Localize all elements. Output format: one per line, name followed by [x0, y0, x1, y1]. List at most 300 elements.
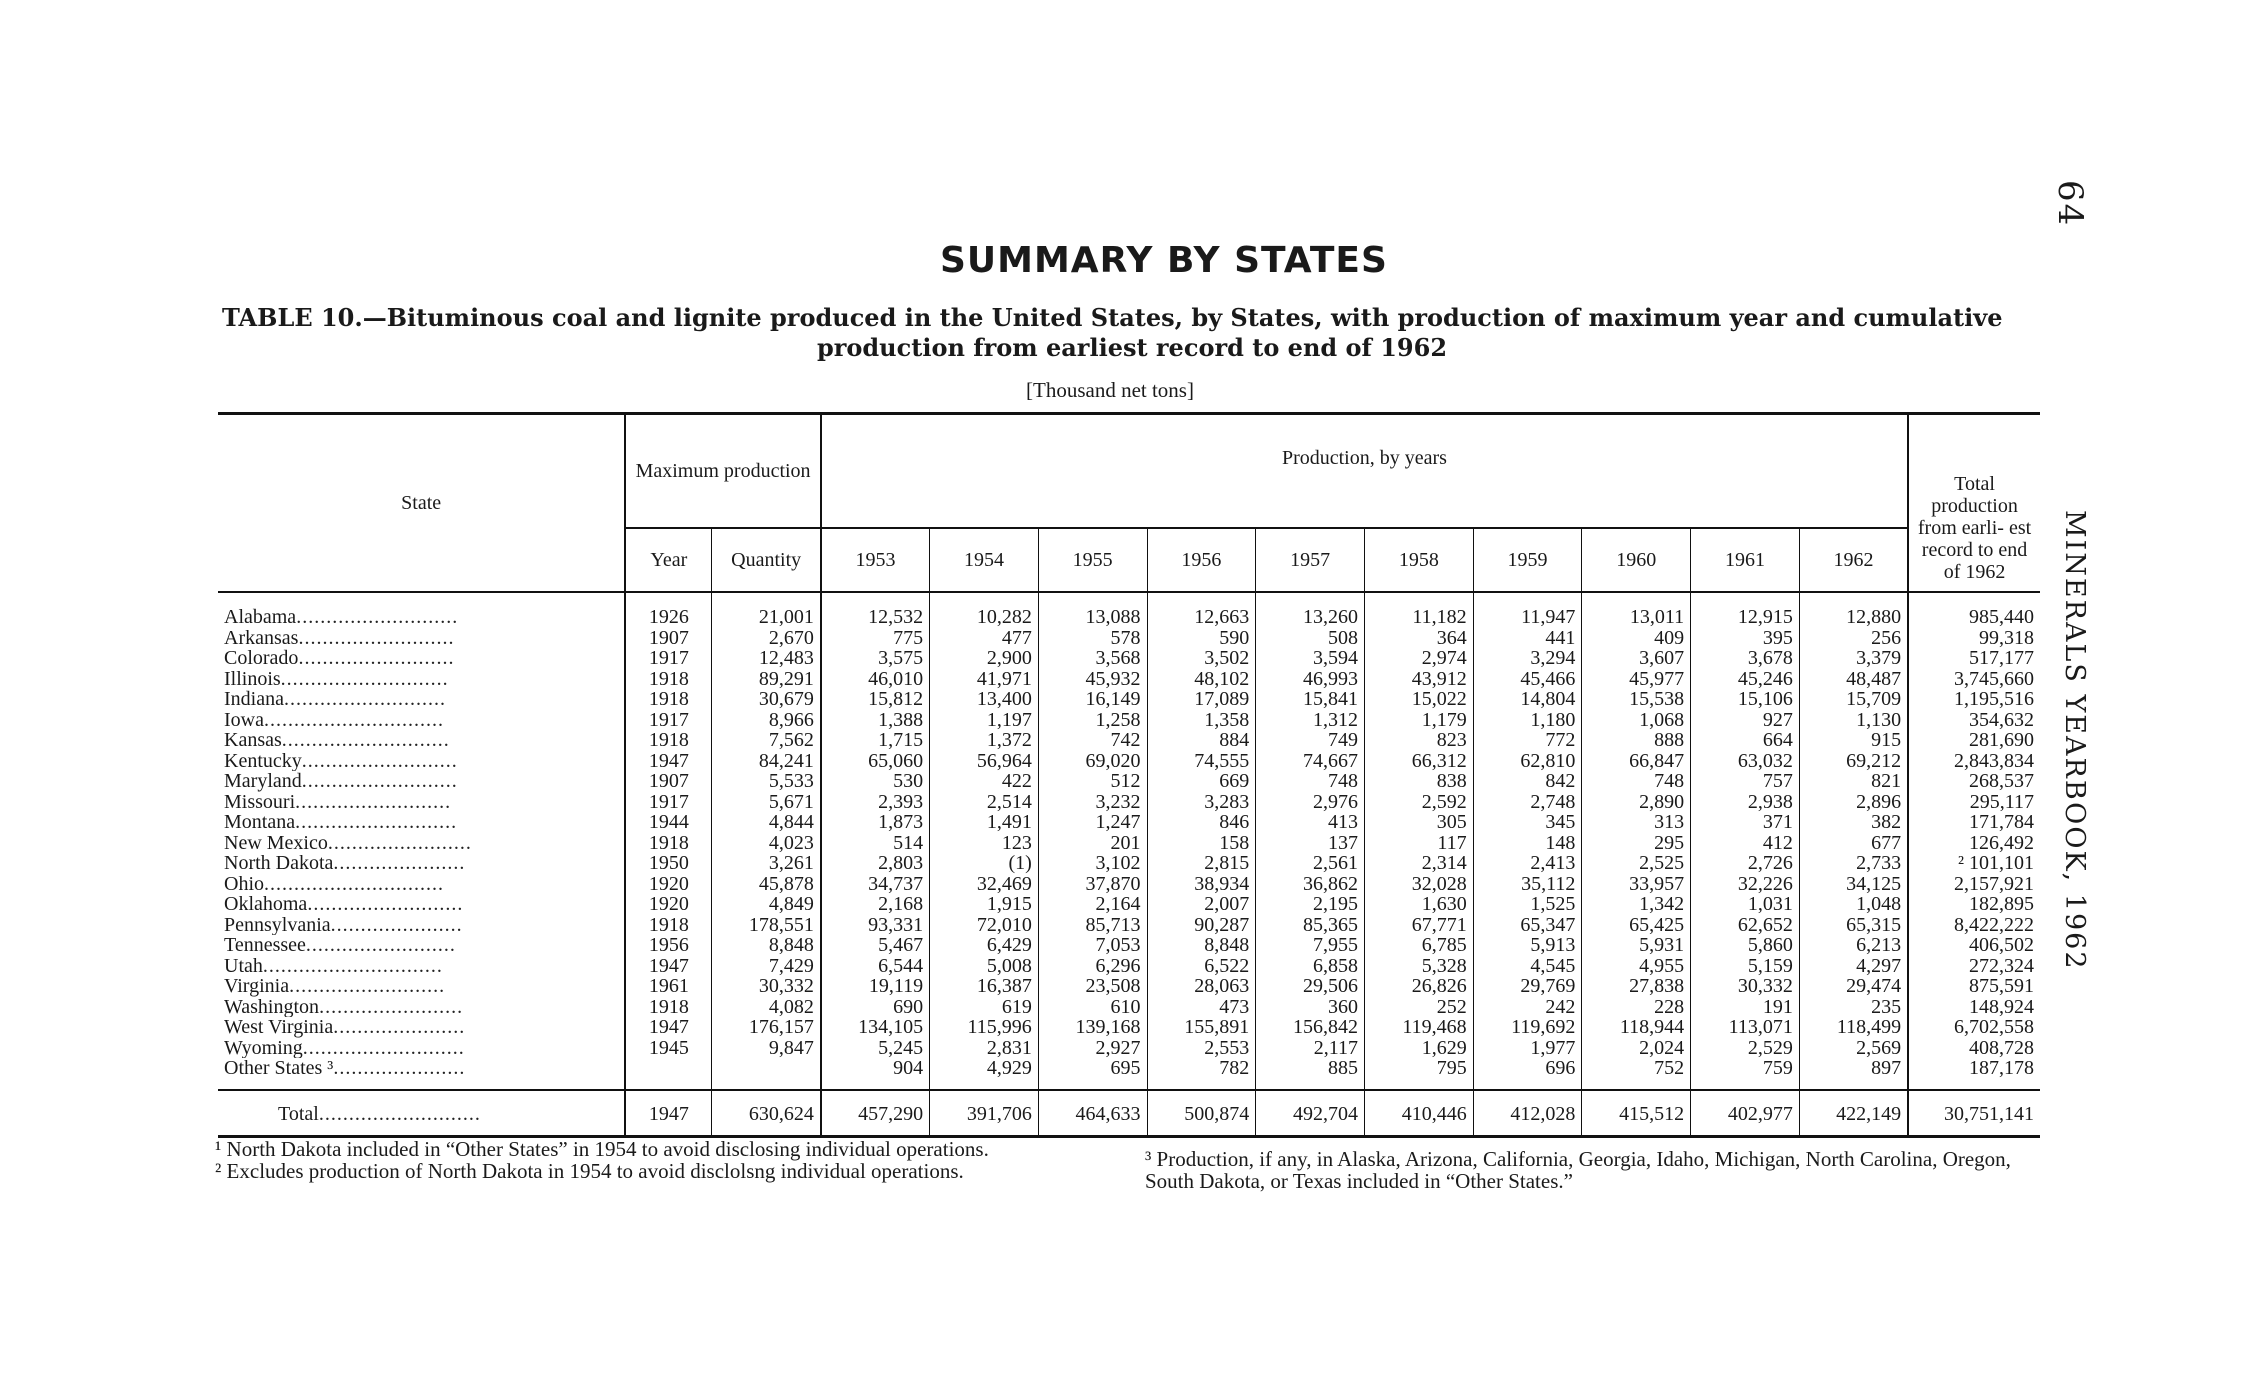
max-quantity-cell: 8,848 [712, 935, 821, 956]
state-cell [218, 792, 625, 813]
dot-leader: ........................ [327, 832, 472, 853]
production-1953-cell: 15,812 [821, 689, 930, 710]
production-1957-cell: 2,117 [1256, 1038, 1365, 1059]
header-quantity: Quantity [712, 528, 821, 592]
production-1962-cell: 4,297 [1799, 956, 1908, 977]
production-1955-cell: 3,102 [1038, 853, 1147, 874]
production-1953-cell: 2,393 [821, 792, 930, 813]
production-1962-cell: 256 [1799, 628, 1908, 649]
production-1962-cell: 915 [1799, 730, 1908, 751]
footnotes-right [1145, 1148, 2045, 1192]
production-1962-cell: 12,880 [1799, 592, 1908, 628]
production-1958-cell: 11,182 [1364, 592, 1473, 628]
max-year-cell: 1918 [625, 730, 712, 751]
state-name: Montana [224, 812, 296, 833]
production-1959-cell: 842 [1473, 771, 1582, 792]
max-quantity-cell: 21,001 [712, 592, 821, 628]
dot-leader: ...................... [333, 1017, 466, 1038]
production-1959-cell: 65,347 [1473, 915, 1582, 936]
production-1959-cell: 3,294 [1473, 648, 1582, 669]
production-1956-cell: 2,815 [1147, 853, 1256, 874]
production-1956-cell: 155,891 [1147, 1017, 1256, 1038]
production-1960-cell: 888 [1582, 730, 1691, 751]
production-1956-cell: 158 [1147, 833, 1256, 854]
production-1956-cell: 28,063 [1147, 976, 1256, 997]
production-1954-cell: 1,915 [930, 894, 1039, 915]
dot-leader: ...................... [333, 1058, 466, 1079]
state-name: Maryland [224, 771, 302, 792]
production-1955-cell: 139,168 [1038, 1017, 1147, 1038]
production-1962-cell: 677 [1799, 833, 1908, 854]
dot-leader: .............................. [263, 709, 444, 730]
max-year-cell: 1944 [625, 812, 712, 833]
production-1957-cell: 7,955 [1256, 935, 1365, 956]
production-1956-cell: 8,848 [1147, 935, 1256, 956]
header-year-1960: 1960 [1582, 528, 1691, 592]
production-1956-cell: 48,102 [1147, 669, 1256, 690]
table-row [218, 1058, 2040, 1090]
dot-leader: .......................... [295, 791, 452, 812]
production-1962-cell: 15,709 [1799, 689, 1908, 710]
production-1962-cell: 3,379 [1799, 648, 1908, 669]
total-production-cell: ² 101,101 [1958, 852, 2034, 874]
table-units: [Thousand net tons] [1026, 378, 1194, 402]
dot-leader: ......................... [305, 935, 456, 956]
production-1955-cell: 85,713 [1038, 915, 1147, 936]
state-name: Virginia [224, 976, 290, 997]
max-quantity-cell: 5,533 [712, 771, 821, 792]
production-1953-cell: 6,544 [821, 956, 930, 977]
table-row [218, 935, 2040, 956]
table-row [218, 976, 2040, 997]
max-year-cell: 1945 [625, 1038, 712, 1059]
production-1954-cell: 41,971 [930, 669, 1039, 690]
production-1958-cell: 2,314 [1364, 853, 1473, 874]
table-caption-line2: production from earliest record to end of 1962 [816, 333, 1448, 362]
production-1958-cell: 1,179 [1364, 710, 1473, 731]
production-1957-cell: 885 [1256, 1058, 1365, 1090]
state-name: Iowa [224, 709, 264, 730]
production-1956-cell: 3,502 [1147, 648, 1256, 669]
production-1960-cell: 2,525 [1582, 853, 1691, 874]
total-production-cell: 187,178 [1969, 1057, 2034, 1079]
production-1954-cell: 72,010 [930, 915, 1039, 936]
production-1956-cell: 669 [1147, 771, 1256, 792]
max-quantity-cell: 2,670 [712, 628, 821, 649]
state-name: Indiana [224, 689, 284, 710]
table-row [218, 915, 2040, 936]
section-title: SUMMARY BY STATES [940, 240, 1388, 281]
production-1962-cell: 382 [1799, 812, 1908, 833]
production-1955-cell: 2,164 [1038, 894, 1147, 915]
production-1953-cell: 1,388 [821, 710, 930, 731]
production-1955-cell: 742 [1038, 730, 1147, 751]
production-1955-cell: 1,258 [1038, 710, 1147, 731]
production-1955-cell: 1,247 [1038, 812, 1147, 833]
production-1954-cell: 32,469 [930, 874, 1039, 895]
production-1962-cell: 897 [1799, 1058, 1908, 1090]
max-quantity-cell: 30,679 [712, 689, 821, 710]
production-1958-cell: 119,468 [1364, 1017, 1473, 1038]
table-row [218, 1017, 2040, 1038]
production-1956-cell: 38,934 [1147, 874, 1256, 895]
production-1953-cell: 3,575 [821, 648, 930, 669]
production-1957-cell: 46,993 [1256, 669, 1365, 690]
total-production-cell: 3,745,660 [1954, 667, 2034, 690]
table-row [218, 894, 2040, 915]
state-cell [218, 1058, 625, 1090]
production-1955-cell: 2,927 [1038, 1038, 1147, 1059]
production-1953-cell: 2,803 [821, 853, 930, 874]
state-name: New Mexico [224, 832, 328, 853]
production-1957-cell: 13,260 [1256, 592, 1365, 628]
table-row [218, 812, 2040, 833]
production-1956-cell: 782 [1147, 1058, 1256, 1090]
production-1953-cell: 2,168 [821, 894, 930, 915]
production-1960-cell: 4,955 [1582, 956, 1691, 977]
production-1961-cell: 3,678 [1691, 648, 1800, 669]
state-name: Colorado [224, 648, 299, 669]
state-name: Oklahoma [224, 894, 308, 915]
running-header-text: MINERALS YEARBOOK, 1962 [2059, 510, 2090, 971]
production-1958-cell: 26,826 [1364, 976, 1473, 997]
max-quantity-cell: 84,241 [712, 751, 821, 772]
max-quantity-cell: 30,332 [712, 976, 821, 997]
production-1960-cell: 409 [1582, 628, 1691, 649]
production-1960-cell: 1,342 [1582, 894, 1691, 915]
max-quantity-cell: 4,849 [712, 894, 821, 915]
production-1954-cell: 115,996 [930, 1017, 1039, 1038]
total-row [218, 1090, 2040, 1137]
table-row [218, 710, 2040, 731]
state-cell [218, 1090, 625, 1137]
production-1961-cell: 927 [1691, 710, 1800, 731]
production-1961-cell: 32,226 [1691, 874, 1800, 895]
header-year-1959: 1959 [1473, 528, 1582, 592]
production-1958-cell: 5,328 [1364, 956, 1473, 977]
state-cell [218, 874, 625, 895]
coal-production-table [218, 412, 2040, 1138]
total-production-cell: 2,157,921 [1954, 872, 2034, 895]
production-1962-cell: 34,125 [1799, 874, 1908, 895]
production-1955-cell: 512 [1038, 771, 1147, 792]
total-production-cell: 99,318 [1979, 626, 2034, 649]
total-production-cell: 406,502 [1969, 934, 2034, 956]
state-name: Total [278, 1103, 319, 1126]
footnotes-left [215, 1138, 1115, 1182]
table-row [218, 956, 2040, 977]
production-1960-cell: 415,512 [1582, 1090, 1691, 1137]
production-1957-cell: 2,561 [1256, 853, 1365, 874]
production-1955-cell: 69,020 [1038, 751, 1147, 772]
production-1954-cell: 477 [930, 628, 1039, 649]
production-1959-cell: 35,112 [1473, 874, 1582, 895]
production-1961-cell: 30,332 [1691, 976, 1800, 997]
dot-leader: ........................ [319, 996, 464, 1017]
production-1953-cell: 65,060 [821, 751, 930, 772]
production-1960-cell: 66,847 [1582, 751, 1691, 772]
state-cell [218, 669, 625, 690]
dot-leader: .......................... [298, 648, 455, 669]
total-production-cell: 517,177 [1969, 647, 2034, 669]
production-1958-cell: 823 [1364, 730, 1473, 751]
state-cell [218, 628, 625, 649]
state-cell [218, 915, 625, 936]
production-1957-cell: 29,506 [1256, 976, 1365, 997]
production-1959-cell: 62,810 [1473, 751, 1582, 772]
table-row [218, 1038, 2040, 1059]
state-cell [218, 771, 625, 792]
production-1953-cell: 690 [821, 997, 930, 1018]
production-1959-cell: 119,692 [1473, 1017, 1582, 1038]
production-1953-cell: 5,467 [821, 935, 930, 956]
production-1958-cell: 1,630 [1364, 894, 1473, 915]
max-quantity-cell [712, 1058, 821, 1090]
production-1957-cell: 508 [1256, 628, 1365, 649]
production-1958-cell: 117 [1364, 833, 1473, 854]
header-year-1957: 1957 [1256, 528, 1365, 592]
state-name: Tennessee [224, 935, 306, 956]
production-1960-cell: 228 [1582, 997, 1691, 1018]
state-cell [218, 648, 625, 669]
production-1961-cell: 412 [1691, 833, 1800, 854]
production-1960-cell: 15,538 [1582, 689, 1691, 710]
production-1960-cell: 45,977 [1582, 669, 1691, 690]
state-cell [218, 1038, 625, 1059]
header-maximum-production: Maximum production [625, 414, 821, 529]
production-1959-cell: 1,977 [1473, 1038, 1582, 1059]
production-1954-cell: 6,429 [930, 935, 1039, 956]
production-1959-cell: 772 [1473, 730, 1582, 751]
header-production-by-years: Production, by years [821, 414, 1908, 529]
production-1958-cell: 305 [1364, 812, 1473, 833]
production-1961-cell: 1,031 [1691, 894, 1800, 915]
max-quantity-cell: 12,483 [712, 648, 821, 669]
production-1955-cell: 7,053 [1038, 935, 1147, 956]
production-1956-cell: 473 [1147, 997, 1256, 1018]
production-1960-cell: 13,011 [1582, 592, 1691, 628]
max-year-cell [625, 1058, 712, 1090]
max-year-cell: 1918 [625, 833, 712, 854]
max-year-cell: 1950 [625, 853, 712, 874]
production-1957-cell: 360 [1256, 997, 1365, 1018]
production-1953-cell: 46,010 [821, 669, 930, 690]
table-row [218, 792, 2040, 813]
production-1956-cell: 884 [1147, 730, 1256, 751]
production-1955-cell: 6,296 [1038, 956, 1147, 977]
production-1957-cell: 2,976 [1256, 792, 1365, 813]
production-1955-cell: 23,508 [1038, 976, 1147, 997]
production-1957-cell: 1,312 [1256, 710, 1365, 731]
header-year-1953: 1953 [821, 528, 930, 592]
production-1962-cell: 65,315 [1799, 915, 1908, 936]
state-cell [218, 894, 625, 915]
production-1960-cell: 1,068 [1582, 710, 1691, 731]
state-name: Wyoming [224, 1037, 303, 1058]
state-name: Missouri [224, 791, 296, 812]
production-1956-cell: 17,089 [1147, 689, 1256, 710]
table-row [218, 771, 2040, 792]
production-1955-cell: 13,088 [1038, 592, 1147, 628]
production-1959-cell: 345 [1473, 812, 1582, 833]
production-1960-cell: 3,607 [1582, 648, 1691, 669]
production-1961-cell: 191 [1691, 997, 1800, 1018]
production-1956-cell: 12,663 [1147, 592, 1256, 628]
production-1959-cell: 696 [1473, 1058, 1582, 1090]
max-year-cell: 1926 [625, 592, 712, 628]
production-1956-cell: 846 [1147, 812, 1256, 833]
production-1953-cell: 514 [821, 833, 930, 854]
state-cell [218, 997, 625, 1018]
total-production-cell: 272,324 [1969, 954, 2034, 977]
production-1955-cell: 464,633 [1038, 1090, 1147, 1137]
production-1960-cell: 27,838 [1582, 976, 1691, 997]
production-1959-cell: 2,748 [1473, 792, 1582, 813]
production-1957-cell: 749 [1256, 730, 1365, 751]
production-1962-cell: 235 [1799, 997, 1908, 1018]
production-1962-cell: 29,474 [1799, 976, 1908, 997]
production-1954-cell: 2,514 [930, 792, 1039, 813]
production-1956-cell: 3,283 [1147, 792, 1256, 813]
production-1961-cell: 2,529 [1691, 1038, 1800, 1059]
dot-leader: ...................... [333, 853, 466, 874]
production-1953-cell: 12,532 [821, 592, 930, 628]
production-1958-cell: 32,028 [1364, 874, 1473, 895]
max-year-cell: 1920 [625, 874, 712, 895]
state-cell [218, 812, 625, 833]
total-production-cell: 268,537 [1969, 770, 2034, 792]
max-year-cell: 1918 [625, 669, 712, 690]
production-1955-cell: 695 [1038, 1058, 1147, 1090]
production-1961-cell: 757 [1691, 771, 1800, 792]
total-production-cell: 126,492 [1969, 831, 2034, 854]
production-1957-cell: 156,842 [1256, 1017, 1365, 1038]
production-1961-cell: 2,726 [1691, 853, 1800, 874]
production-1962-cell: 48,487 [1799, 669, 1908, 690]
dot-leader: .......................... [301, 771, 458, 792]
state-name: North Dakota [224, 853, 334, 874]
production-1960-cell: 2,890 [1582, 792, 1691, 813]
production-1953-cell: 134,105 [821, 1017, 930, 1038]
max-year-cell: 1956 [625, 935, 712, 956]
production-1961-cell: 371 [1691, 812, 1800, 833]
production-1953-cell: 1,715 [821, 730, 930, 751]
dot-leader: .......................... [298, 627, 455, 648]
production-1959-cell: 441 [1473, 628, 1582, 649]
production-1954-cell: 1,197 [930, 710, 1039, 731]
production-1953-cell: 19,119 [821, 976, 930, 997]
production-1958-cell: 410,446 [1364, 1090, 1473, 1137]
production-1955-cell: 201 [1038, 833, 1147, 854]
production-1962-cell: 2,733 [1799, 853, 1908, 874]
max-year-cell: 1918 [625, 997, 712, 1018]
production-1962-cell: 1,130 [1799, 710, 1908, 731]
max-year-cell: 1918 [625, 689, 712, 710]
dot-leader: .............................. [264, 873, 444, 894]
production-1954-cell: 2,831 [930, 1038, 1039, 1059]
header-year-1956: 1956 [1147, 528, 1256, 592]
production-1955-cell: 37,870 [1038, 874, 1147, 895]
max-year-cell: 1917 [625, 792, 712, 813]
production-1954-cell: 4,929 [930, 1058, 1039, 1090]
state-cell [218, 956, 625, 977]
production-1953-cell: 904 [821, 1058, 930, 1090]
max-year-cell: 1961 [625, 976, 712, 997]
production-1962-cell: 2,896 [1799, 792, 1908, 813]
max-quantity-cell: 7,429 [712, 956, 821, 977]
production-1954-cell: 16,387 [930, 976, 1039, 997]
table-row [218, 751, 2040, 772]
production-1957-cell: 748 [1256, 771, 1365, 792]
state-cell [218, 853, 625, 874]
production-1959-cell: 242 [1473, 997, 1582, 1018]
max-quantity-cell: 89,291 [712, 669, 821, 690]
header-year-1955: 1955 [1038, 528, 1147, 592]
dot-leader: ...................... [330, 914, 463, 935]
production-1958-cell: 838 [1364, 771, 1473, 792]
state-cell [218, 730, 625, 751]
production-1959-cell: 14,804 [1473, 689, 1582, 710]
production-1957-cell: 137 [1256, 833, 1365, 854]
production-1957-cell: 36,862 [1256, 874, 1365, 895]
production-1958-cell: 252 [1364, 997, 1473, 1018]
table-row [218, 997, 2040, 1018]
max-quantity-cell: 178,551 [712, 915, 821, 936]
table-row [218, 669, 2040, 690]
production-1954-cell: 123 [930, 833, 1039, 854]
production-1962-cell: 118,499 [1799, 1017, 1908, 1038]
production-1961-cell: 63,032 [1691, 751, 1800, 772]
production-1960-cell: 33,957 [1582, 874, 1691, 895]
production-1954-cell: 56,964 [930, 751, 1039, 772]
header-total-production: Total production from earli- est record to end of 1962 [1908, 414, 2040, 593]
table-caption [222, 303, 2042, 363]
production-1958-cell: 66,312 [1364, 751, 1473, 772]
production-1957-cell: 3,594 [1256, 648, 1365, 669]
state-cell [218, 689, 625, 710]
production-1961-cell: 395 [1691, 628, 1800, 649]
production-1955-cell: 16,149 [1038, 689, 1147, 710]
production-1957-cell: 492,704 [1256, 1090, 1365, 1137]
production-1954-cell: 619 [930, 997, 1039, 1018]
production-1954-cell: 1,372 [930, 730, 1039, 751]
production-1962-cell: 422,149 [1799, 1090, 1908, 1137]
max-year-cell: 1947 [625, 1090, 712, 1137]
production-1957-cell: 74,667 [1256, 751, 1365, 772]
dot-leader: .......................... [289, 976, 446, 997]
table-row [218, 730, 2040, 751]
max-year-cell: 1907 [625, 771, 712, 792]
production-1958-cell: 67,771 [1364, 915, 1473, 936]
production-1958-cell: 2,592 [1364, 792, 1473, 813]
production-1956-cell: 74,555 [1147, 751, 1256, 772]
production-1961-cell: 759 [1691, 1058, 1800, 1090]
table-row [218, 833, 2040, 854]
total-production-cell: 295,117 [1969, 790, 2034, 813]
production-1958-cell: 6,785 [1364, 935, 1473, 956]
production-1954-cell: 422 [930, 771, 1039, 792]
production-1962-cell: 1,048 [1799, 894, 1908, 915]
header-year-1954: 1954 [930, 528, 1039, 592]
state-cell [218, 935, 625, 956]
total-production-cell: 30,751,141 [1908, 1090, 2040, 1137]
total-production-cell: 8,422,222 [1954, 913, 2034, 936]
production-1953-cell: 530 [821, 771, 930, 792]
total-production-cell: 875,591 [1969, 975, 2034, 997]
dot-leader: ........................... [302, 1037, 465, 1058]
state-name: Alabama [224, 606, 297, 628]
production-1953-cell: 5,245 [821, 1038, 930, 1059]
